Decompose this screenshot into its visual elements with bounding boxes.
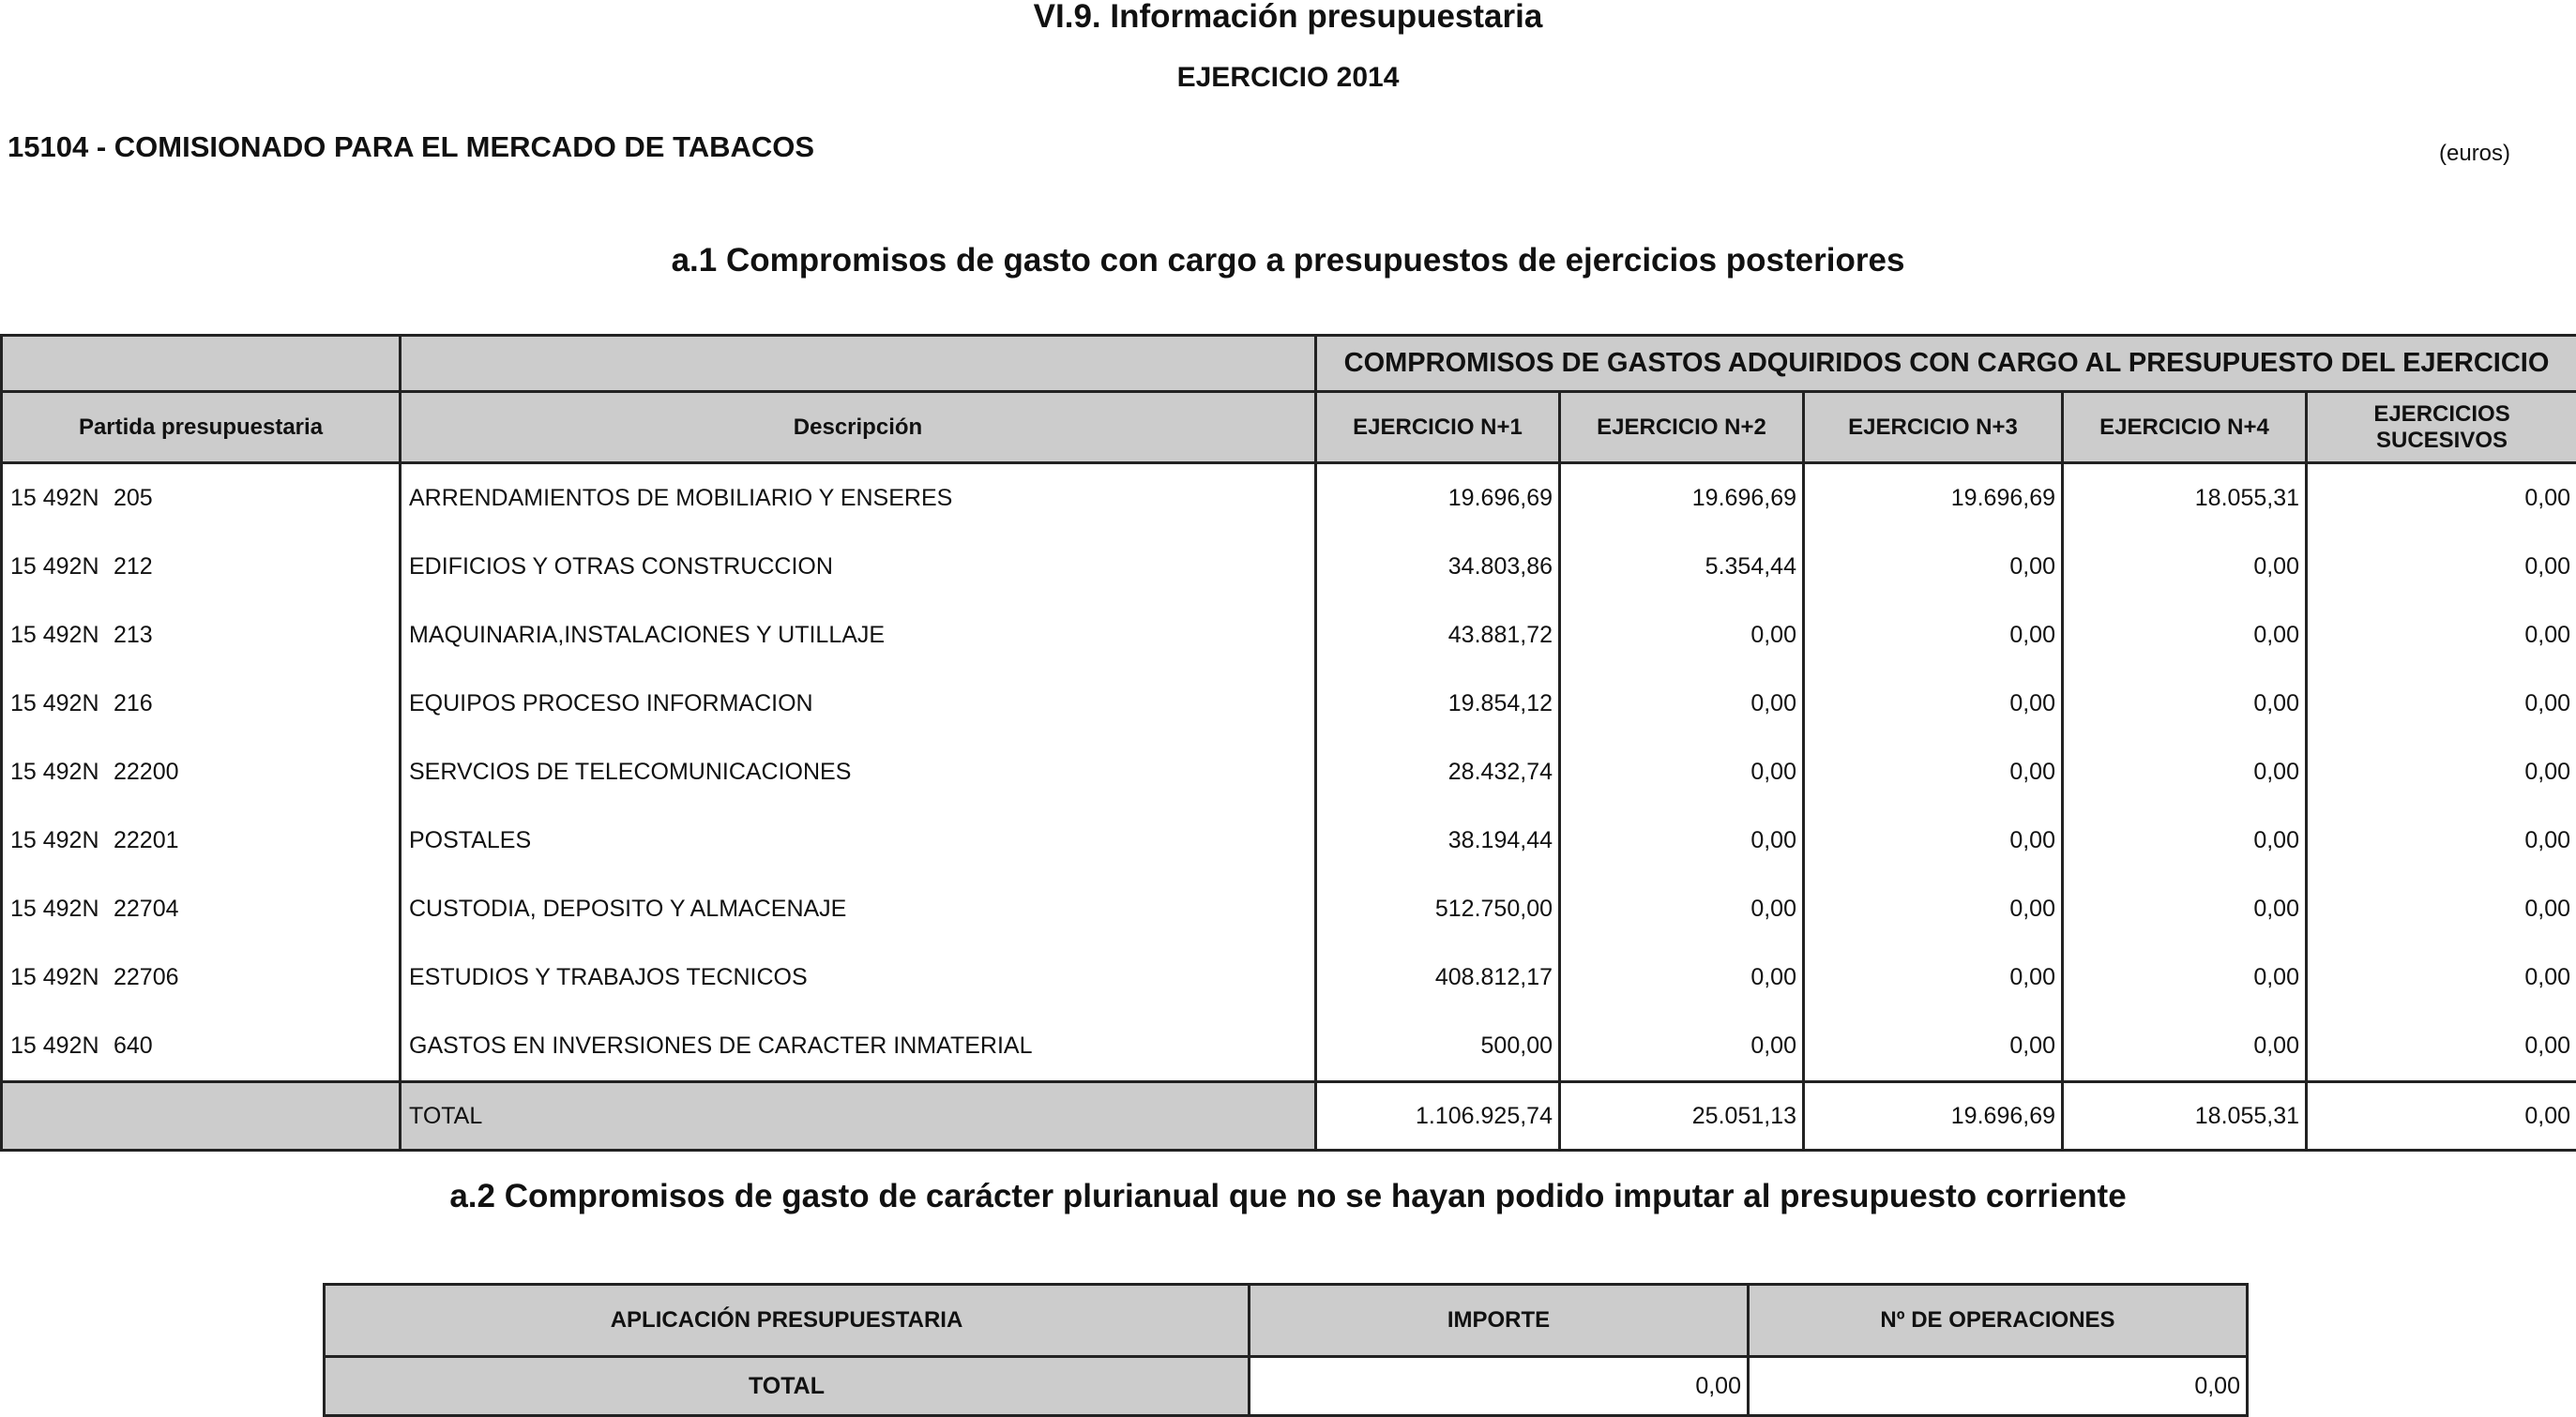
a2-total-label: TOTAL <box>325 1357 1250 1416</box>
col-header-descripcion: Descripción <box>401 392 1316 463</box>
description-cell: POSTALES <box>401 806 1316 875</box>
n4-cell: 0,00 <box>2063 875 2307 943</box>
col-header-n3: EJERCICIO N+3 <box>1804 392 2063 463</box>
description-cell: GASTOS EN INVERSIONES DE CARACTER INMATERIAL <box>401 1012 1316 1082</box>
n3-cell: 0,00 <box>1804 533 2063 601</box>
section-a1-title: a.1 Compromisos de gasto con cargo a presupuestos de ejercicios posteriores <box>0 242 2576 279</box>
sucesivos-cell: 0,00 <box>2307 601 2576 670</box>
total-blank-cell <box>2 1082 401 1151</box>
program-code: 15 492N <box>10 690 114 717</box>
partida-cell <box>2 601 401 670</box>
col-header-n4: EJERCICIO N+4 <box>2063 392 2307 463</box>
n1-cell: 512.750,00 <box>1316 875 1560 943</box>
n4-cell: 0,00 <box>2063 533 2307 601</box>
multiyear-table <box>323 1283 2249 1417</box>
table-row <box>2 806 2576 875</box>
n3-cell: 0,00 <box>1804 875 2063 943</box>
total-n4: 18.055,31 <box>2063 1082 2307 1151</box>
n2-cell: 5.354,44 <box>1560 533 1804 601</box>
col-header-aplicacion: APLICACIÓN PRESUPUESTARIA <box>325 1285 1250 1357</box>
program-code: 15 492N <box>10 485 114 512</box>
col-header-partida: Partida presupuestaria <box>2 392 401 463</box>
total-n3: 19.696,69 <box>1804 1082 2063 1151</box>
n3-cell: 0,00 <box>1804 670 2063 738</box>
partida-cell <box>2 1012 401 1082</box>
n1-cell: 408.812,17 <box>1316 943 1560 1012</box>
program-code: 15 492N <box>10 553 114 580</box>
program-code: 15 492N <box>10 1033 114 1060</box>
n2-cell: 0,00 <box>1560 1012 1804 1082</box>
col-header-sucesivos: EJERCICIOS SUCESIVOS <box>2307 392 2576 463</box>
description-cell: CUSTODIA, DEPOSITO Y ALMACENAJE <box>401 875 1316 943</box>
n2-cell: 19.696,69 <box>1560 463 1804 534</box>
n2-cell: 0,00 <box>1560 670 1804 738</box>
n2-cell: 0,00 <box>1560 943 1804 1012</box>
n3-cell: 19.696,69 <box>1804 463 2063 534</box>
a2-total-row <box>325 1357 2248 1416</box>
total-label: TOTAL <box>401 1082 1316 1151</box>
concept-code: 640 <box>114 1033 153 1059</box>
n2-cell: 0,00 <box>1560 601 1804 670</box>
table-row <box>2 943 2576 1012</box>
sucesivos-cell: 0,00 <box>2307 533 2576 601</box>
description-cell: EQUIPOS PROCESO INFORMACION <box>401 670 1316 738</box>
n3-cell: 0,00 <box>1804 1012 2063 1082</box>
description-cell: ESTUDIOS Y TRABAJOS TECNICOS <box>401 943 1316 1012</box>
concept-code: 205 <box>114 485 153 511</box>
description-cell: ARRENDAMIENTOS DE MOBILIARIO Y ENSERES <box>401 463 1316 534</box>
n3-cell: 0,00 <box>1804 738 2063 806</box>
description-cell: SERVCIOS DE TELECOMUNICACIONES <box>401 738 1316 806</box>
table-row <box>2 670 2576 738</box>
n1-cell: 38.194,44 <box>1316 806 1560 875</box>
currency-units: (euros) <box>2439 141 2510 167</box>
n4-cell: 0,00 <box>2063 670 2307 738</box>
n4-cell: 0,00 <box>2063 806 2307 875</box>
col-header-importe: IMPORTE <box>1250 1285 1749 1357</box>
sucesivos-cell: 0,00 <box>2307 943 2576 1012</box>
program-code: 15 492N <box>10 622 114 649</box>
program-code: 15 492N <box>10 964 114 991</box>
sucesivos-cell: 0,00 <box>2307 670 2576 738</box>
partida-cell <box>2 943 401 1012</box>
n2-cell: 0,00 <box>1560 806 1804 875</box>
partida-cell <box>2 463 401 534</box>
program-code: 15 492N <box>10 827 114 854</box>
concept-code: 212 <box>114 553 153 580</box>
n1-cell: 500,00 <box>1316 1012 1560 1082</box>
n1-cell: 28.432,74 <box>1316 738 1560 806</box>
n1-cell: 43.881,72 <box>1316 601 1560 670</box>
n4-cell: 0,00 <box>2063 601 2307 670</box>
table-row <box>2 463 2576 534</box>
table-row <box>2 533 2576 601</box>
concept-code: 22704 <box>114 896 179 922</box>
col-header-n1: EJERCICIO N+1 <box>1316 392 1560 463</box>
organism-name: 15104 - COMISIONADO PARA EL MERCADO DE TABACOS <box>8 130 814 164</box>
n4-cell: 18.055,31 <box>2063 463 2307 534</box>
n1-cell: 19.854,12 <box>1316 670 1560 738</box>
fiscal-year: EJERCICIO 2014 <box>0 62 2576 94</box>
sucesivos-cell: 0,00 <box>2307 806 2576 875</box>
partida-cell <box>2 533 401 601</box>
program-code: 15 492N <box>10 896 114 923</box>
table-row <box>2 601 2576 670</box>
concept-code: 22200 <box>114 759 179 785</box>
n3-cell: 0,00 <box>1804 601 2063 670</box>
commitments-table <box>0 334 2576 1152</box>
table-row <box>2 875 2576 943</box>
n3-cell: 0,00 <box>1804 806 2063 875</box>
sucesivos-cell: 0,00 <box>2307 738 2576 806</box>
n4-cell: 0,00 <box>2063 738 2307 806</box>
col-header-n2: EJERCICIO N+2 <box>1560 392 1804 463</box>
total-row <box>2 1082 2576 1151</box>
n1-cell: 34.803,86 <box>1316 533 1560 601</box>
col-header-operaciones: Nº DE OPERACIONES <box>1749 1285 2248 1357</box>
description-cell: MAQUINARIA,INSTALACIONES Y UTILLAJE <box>401 601 1316 670</box>
super-header: COMPROMISOS DE GASTOS ADQUIRIDOS CON CARGO AL PRESUPUESTO DEL EJERCICIO <box>1316 336 2576 392</box>
n2-cell: 0,00 <box>1560 738 1804 806</box>
concept-code: 213 <box>114 622 153 648</box>
partida-cell <box>2 875 401 943</box>
page-title: VI.9. Información presupuestaria <box>0 0 2576 36</box>
table-row <box>2 738 2576 806</box>
total-sucesivos: 0,00 <box>2307 1082 2576 1151</box>
program-code: 15 492N <box>10 759 114 786</box>
concept-code: 216 <box>114 690 153 716</box>
description-cell: EDIFICIOS Y OTRAS CONSTRUCCION <box>401 533 1316 601</box>
total-n2: 25.051,13 <box>1560 1082 1804 1151</box>
concept-code: 22201 <box>114 827 179 853</box>
sucesivos-cell: 0,00 <box>2307 875 2576 943</box>
sucesivos-cell: 0,00 <box>2307 1012 2576 1082</box>
header-blank-cell <box>401 336 1316 392</box>
partida-cell <box>2 806 401 875</box>
concept-code: 22706 <box>114 964 179 990</box>
n2-cell: 0,00 <box>1560 875 1804 943</box>
n1-cell: 19.696,69 <box>1316 463 1560 534</box>
a2-total-importe: 0,00 <box>1250 1357 1749 1416</box>
n4-cell: 0,00 <box>2063 1012 2307 1082</box>
sucesivos-cell: 0,00 <box>2307 463 2576 534</box>
header-blank-cell <box>2 336 401 392</box>
total-n1: 1.106.925,74 <box>1316 1082 1560 1151</box>
section-a2-title: a.2 Compromisos de gasto de carácter plurianual que no se hayan podido imputar al presupuesto corriente <box>0 1178 2576 1215</box>
table-row <box>2 1012 2576 1082</box>
partida-cell <box>2 738 401 806</box>
n3-cell: 0,00 <box>1804 943 2063 1012</box>
n4-cell: 0,00 <box>2063 943 2307 1012</box>
partida-cell <box>2 670 401 738</box>
a2-total-operaciones: 0,00 <box>1749 1357 2248 1416</box>
